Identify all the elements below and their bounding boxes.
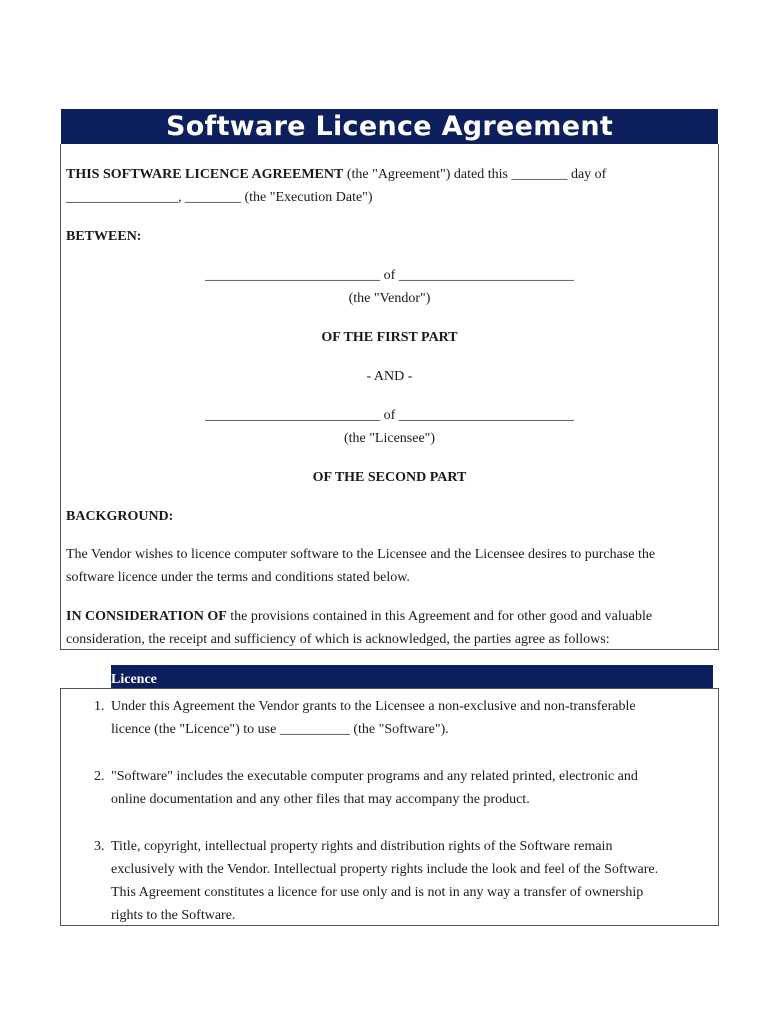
background-line2: software licence under the terms and conditions stated below.	[66, 570, 410, 585]
licensee-label: (the "Licensee")	[343, 431, 436, 446]
document-title: Software Licence Agreement	[61, 109, 718, 144]
vendor-line: _________________________ of _________________________	[205, 268, 574, 283]
item-1-line1: Under this Agreement the Vendor grants to the Licensee a non-exclusive and non-transferable	[111, 699, 636, 714]
item-2-line2: online documentation and any other files that may accompany the product.	[111, 792, 530, 807]
list-item-number: 3.	[94, 839, 105, 854]
item-1-line2: licence (the "Licence") to use __________ (the "Software").	[111, 722, 449, 737]
consideration-line1-rest: the provisions contained in this Agreement and for other good and valuable	[226, 609, 653, 624]
intro-bold: THIS SOFTWARE LICENCE AGREEMENT	[66, 167, 344, 182]
intro-line1-rest: (the "Agreement") dated this ________ day of	[343, 167, 607, 182]
intro-line2: ________________, ________ (the "Execution Date")	[66, 190, 373, 205]
first-part-label	[61, 326, 718, 349]
list-item-number: 1.	[94, 699, 105, 714]
between-label	[66, 225, 711, 248]
item-2-line1: "Software" includes the executable computer programs and any related printed, electronic and	[111, 769, 638, 784]
vendor-label: (the "Vendor")	[348, 291, 431, 306]
list-item	[111, 835, 711, 927]
background-paragraph	[66, 543, 711, 589]
licensee-line: _________________________ of _________________________	[205, 408, 574, 423]
item-3-line3: This Agreement constitutes a licence for use only and is not in any way a transfer of ownership	[111, 885, 644, 900]
licence-section-heading: Licence	[111, 665, 713, 689]
second-part-text: OF THE SECOND PART	[312, 470, 467, 485]
list-item	[111, 695, 711, 741]
between-label-text: BETWEEN:	[66, 229, 142, 244]
consideration-line2: consideration, the receipt and sufficiency of which is acknowledged, the parties agree as follows:	[66, 632, 610, 647]
second-part-label	[61, 466, 718, 489]
consideration-bold: IN CONSIDERATION OF	[66, 609, 227, 624]
item-3-line4: rights to the Software.	[111, 908, 236, 923]
list-item-number: 2.	[94, 769, 105, 784]
intro-paragraph	[66, 163, 711, 209]
first-part-text: OF THE FIRST PART	[321, 330, 458, 345]
list-item	[111, 765, 711, 811]
item-3-line1: Title, copyright, intellectual property rights and distribution rights of the Software remain	[111, 839, 613, 854]
consideration-paragraph	[66, 605, 711, 651]
background-line1: The Vendor wishes to licence computer software to the Licensee and the Licensee desires to purchase the	[66, 547, 656, 562]
item-3-line2: exclusively with the Vendor. Intellectual property rights include the look and feel of the Software.	[111, 862, 659, 877]
and-label: - AND -	[366, 369, 413, 384]
background-label	[66, 505, 711, 528]
background-label-text: BACKGROUND:	[66, 509, 174, 524]
